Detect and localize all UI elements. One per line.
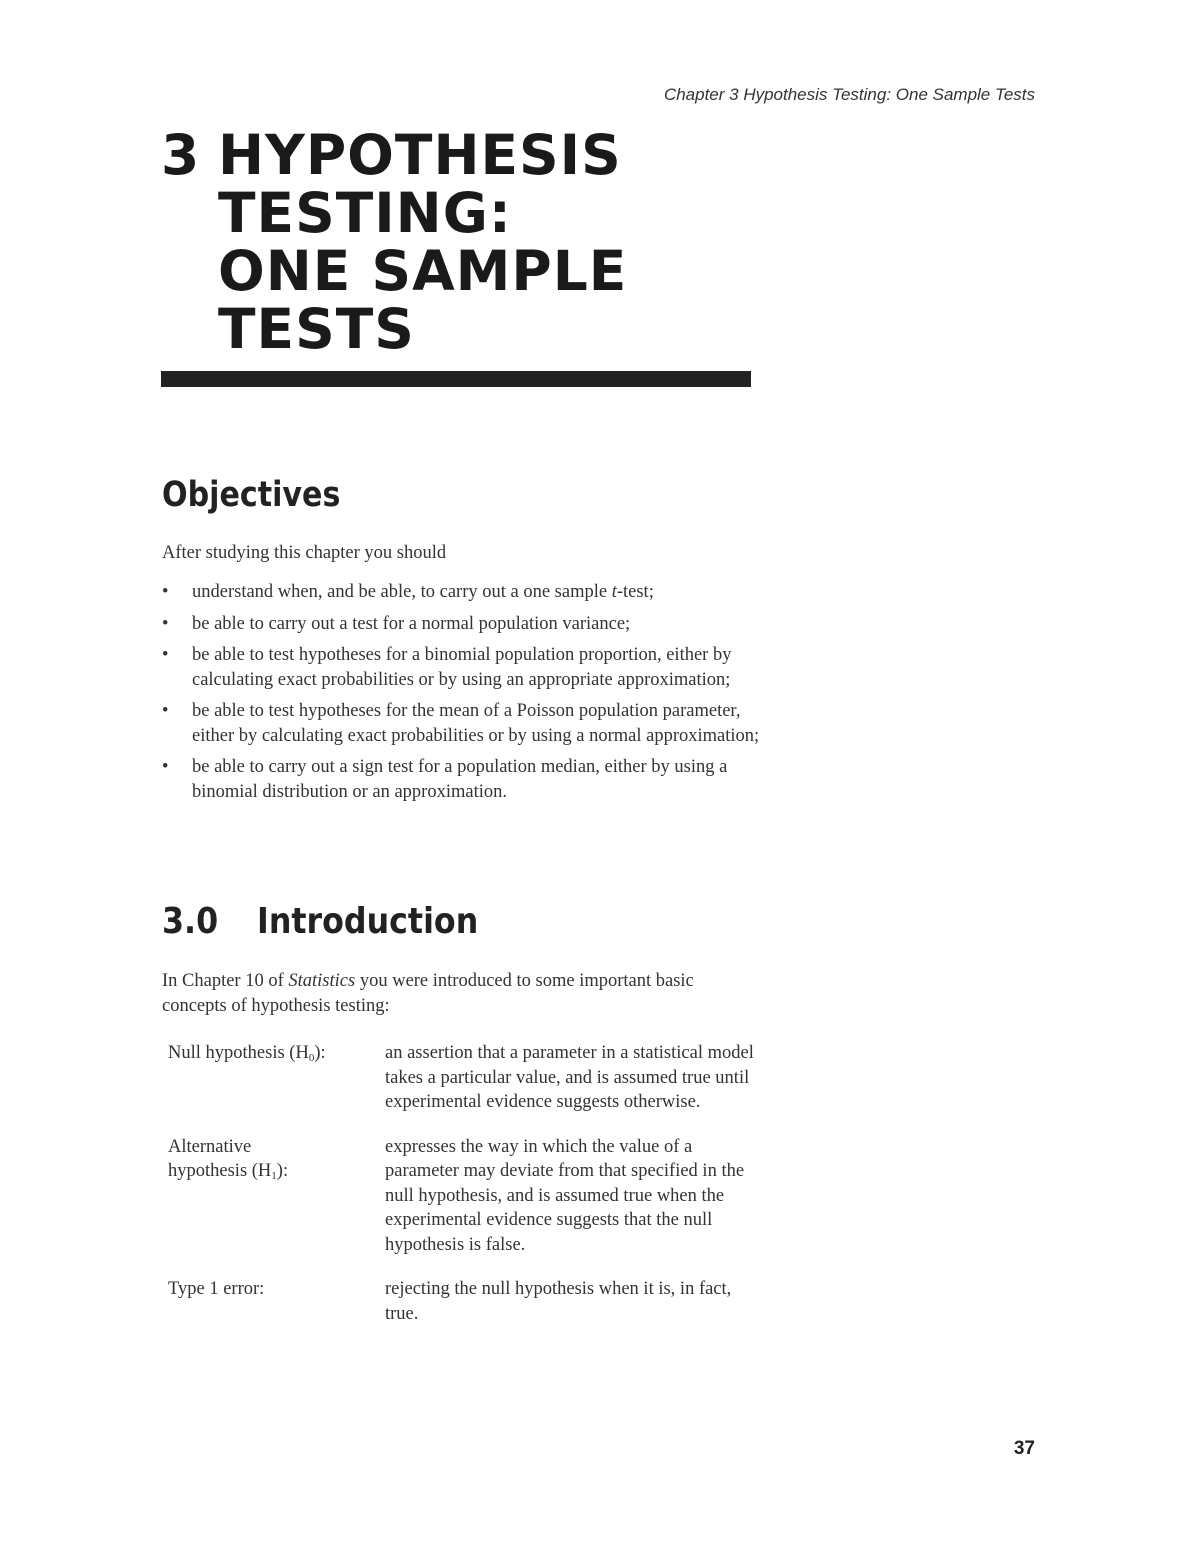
- definition-term: [168, 1277, 385, 1326]
- definition-row: [168, 1135, 768, 1258]
- title-rule: [161, 371, 751, 387]
- intro-text: In Chapter 10 of: [162, 971, 289, 991]
- term-text: Type 1 error:: [168, 1279, 265, 1299]
- chapter-title-line: TESTING:: [218, 181, 512, 245]
- bullet-icon: •: [162, 613, 169, 634]
- bullet-icon: •: [162, 757, 169, 777]
- bullet-icon: •: [162, 582, 169, 602]
- definition-term: [168, 1041, 385, 1115]
- intro-book-title: Statistics: [288, 971, 356, 991]
- definition-description: rejecting the null hypothesis when it is, in fact, true.: [385, 1279, 732, 1324]
- chapter-title-line: TESTS: [218, 297, 415, 361]
- objective-item: [162, 580, 762, 605]
- definitions-list: [168, 1041, 768, 1346]
- intro-paragraph: [162, 969, 762, 1018]
- term-text-end: ):: [276, 1161, 289, 1181]
- term-subscript: 1: [271, 1170, 277, 1182]
- objective-italic: t: [611, 582, 617, 602]
- definition-term: [168, 1135, 328, 1258]
- objectives-list: [162, 580, 762, 811]
- section-heading: [162, 901, 478, 942]
- objective-text: understand when, and be able, to carry out a one sample: [192, 582, 612, 602]
- section-number: 3.0: [162, 901, 219, 942]
- bullet-icon: •: [162, 645, 169, 665]
- term-text: Alternative hypothesis (H: [168, 1136, 272, 1181]
- definition-row: [168, 1277, 768, 1326]
- definition-description: expresses the way in which the value of a parameter may deviate from that specified in the null hypothesis, and is assumed true when the experimental evidence suggests that the null hypothesis is false.: [385, 1136, 745, 1255]
- chapter-number: 3: [161, 123, 201, 187]
- objective-text: be able to carry out a sign test for a population median, either by using a binomial distribution or an approximation.: [192, 757, 728, 802]
- intro-text-end: you were introduced to some important basic concepts of hypothesis testing:: [162, 971, 694, 1016]
- bullet-icon: •: [162, 701, 169, 721]
- chapter-title-line: HYPOTHESIS: [218, 123, 622, 187]
- objective-text: be able to carry out a test for a normal population variance;: [192, 613, 631, 634]
- objectives-heading: Objectives: [162, 475, 341, 515]
- objective-item: [162, 699, 762, 748]
- chapter-title-lines: [218, 123, 628, 361]
- chapter-title-line: ONE SAMPLE: [218, 239, 628, 303]
- term-text: Null hypothesis (H: [168, 1043, 309, 1063]
- objective-item: [162, 612, 762, 637]
- definition-description: an assertion that a parameter in a statistical model takes a particular value, and is assumed true until experimental evidence suggests otherwise.: [385, 1043, 754, 1112]
- chapter-title: [161, 123, 628, 361]
- definition-row: [168, 1041, 768, 1115]
- running-head: Chapter 3 Hypothesis Testing: One Sample Tests: [663, 85, 1035, 104]
- section-title: Introduction: [257, 901, 479, 942]
- objective-item: [162, 755, 762, 804]
- term-text-end: ):: [314, 1043, 326, 1063]
- page-number: 37: [1013, 1438, 1035, 1459]
- objective-item: [162, 643, 762, 692]
- objective-text: be able to test hypotheses for a binomial population proportion, either by calculating exact probabilities or by using an appropriate approximation;: [192, 645, 732, 690]
- term-subscript: 0: [308, 1052, 315, 1064]
- objective-text-end: -test;: [616, 582, 654, 602]
- objectives-lead: After studying this chapter you should: [162, 543, 447, 563]
- objective-text: be able to test hypotheses for the mean of a Poisson population parameter, either by calculating exact probabilities or by using a normal approximation;: [192, 701, 760, 746]
